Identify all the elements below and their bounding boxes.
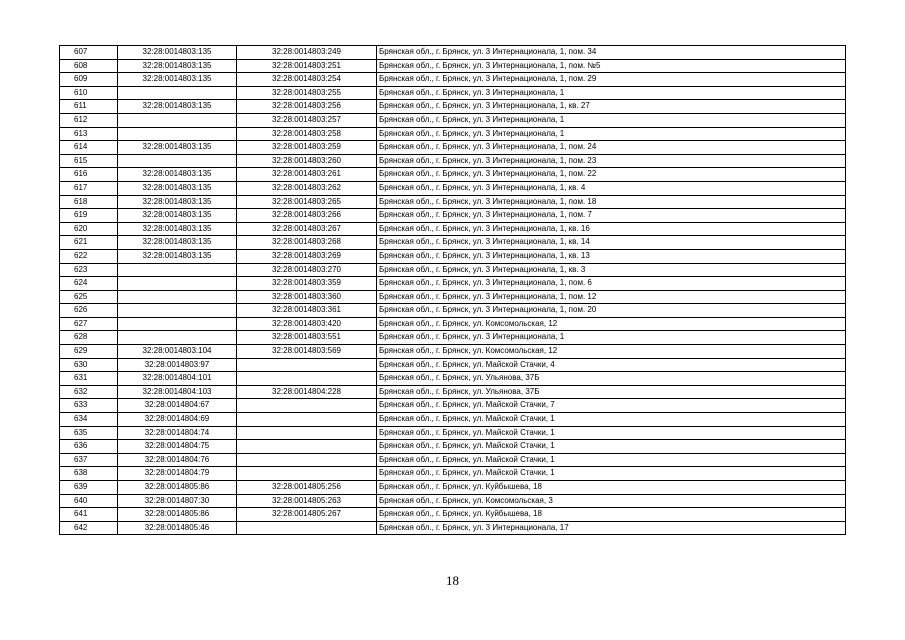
row-number-cell: 622 [60, 249, 118, 263]
address-cell: Брянская обл., г. Брянск, ул. 3 Интернационала, 1, пом. 7 [377, 209, 846, 223]
address-cell: Брянская обл., г. Брянск, ул. Майской Стачки, 1 [377, 453, 846, 467]
table-row [60, 494, 846, 508]
row-number-cell: 608 [60, 59, 118, 73]
cadastral-number-cell: 32:28:0014803:135 [118, 168, 237, 182]
cadastral-number-cell: 32:28:0014804:79 [118, 467, 237, 481]
row-number-cell: 630 [60, 358, 118, 372]
address-cell: Брянская обл., г. Брянск, ул. 3 Интернационала, 1, пом. 12 [377, 290, 846, 304]
row-number-cell: 618 [60, 195, 118, 209]
address-cell: Брянская обл., г. Брянск, ул. 3 Интернационала, 1, пом. 6 [377, 277, 846, 291]
table-row [60, 508, 846, 522]
cadastral-number-cell [118, 317, 237, 331]
table-row [60, 154, 846, 168]
table-row [60, 413, 846, 427]
object-cadastral-number-cell: 32:28:0014803:267 [237, 222, 377, 236]
address-cell: Брянская обл., г. Брянск, ул. 3 Интернационала, 1, кв. 16 [377, 222, 846, 236]
object-cadastral-number-cell [237, 453, 377, 467]
object-cadastral-number-cell: 32:28:0014803:268 [237, 236, 377, 250]
table-row [60, 521, 846, 535]
object-cadastral-number-cell: 32:28:0014803:258 [237, 127, 377, 141]
table-row [60, 59, 846, 73]
object-cadastral-number-cell [237, 521, 377, 535]
object-cadastral-number-cell: 32:28:0014803:255 [237, 86, 377, 100]
address-cell: Брянская обл., г. Брянск, ул. 3 Интернационала, 1 [377, 113, 846, 127]
cadastral-number-cell [118, 331, 237, 345]
address-cell: Брянская обл., г. Брянск, ул. Комсомольская, 3 [377, 494, 846, 508]
table-row [60, 385, 846, 399]
cadastral-number-cell [118, 127, 237, 141]
cadastral-number-cell: 32:28:0014804:101 [118, 372, 237, 386]
object-cadastral-number-cell: 32:28:0014803:261 [237, 168, 377, 182]
cadastral-number-cell: 32:28:0014803:135 [118, 141, 237, 155]
address-cell: Брянская обл., г. Брянск, ул. 3 Интернационала, 1, кв. 4 [377, 181, 846, 195]
table-row [60, 73, 846, 87]
address-cell: Брянская обл., г. Брянск, ул. Комсомольская, 12 [377, 317, 846, 331]
object-cadastral-number-cell: 32:28:0014803:260 [237, 154, 377, 168]
row-number-cell: 617 [60, 181, 118, 195]
address-cell: Брянская обл., г. Брянск, ул. Майской Стачки, 7 [377, 399, 846, 413]
address-cell: Брянская обл., г. Брянск, ул. Майской Стачки, 1 [377, 440, 846, 454]
table-row [60, 331, 846, 345]
cadastral-number-cell: 32:28:0014803:135 [118, 59, 237, 73]
row-number-cell: 633 [60, 399, 118, 413]
row-number-cell: 632 [60, 385, 118, 399]
row-number-cell: 628 [60, 331, 118, 345]
table-row [60, 453, 846, 467]
address-cell: Брянская обл., г. Брянск, ул. 3 Интернационала, 1, пом. №5 [377, 59, 846, 73]
table-row [60, 100, 846, 114]
table-row [60, 317, 846, 331]
address-cell: Брянская обл., г. Брянск, ул. 3 Интернационала, 1, пом. 18 [377, 195, 846, 209]
cadastral-number-cell: 32:28:0014803:135 [118, 209, 237, 223]
cadastral-number-cell [118, 154, 237, 168]
object-cadastral-number-cell: 32:28:0014803:251 [237, 59, 377, 73]
object-cadastral-number-cell: 32:28:0014804:228 [237, 385, 377, 399]
row-number-cell: 635 [60, 426, 118, 440]
cadastral-number-cell: 32:28:0014805:46 [118, 521, 237, 535]
row-number-cell: 627 [60, 317, 118, 331]
row-number-cell: 636 [60, 440, 118, 454]
table-row [60, 181, 846, 195]
page-number: 18 [446, 573, 459, 588]
table-row [60, 304, 846, 318]
cadastral-number-cell: 32:28:0014805:86 [118, 481, 237, 495]
row-number-cell: 640 [60, 494, 118, 508]
address-cell: Брянская обл., г. Брянск, ул. 3 Интернационала, 1, пом. 24 [377, 141, 846, 155]
object-cadastral-number-cell: 32:28:0014803:266 [237, 209, 377, 223]
object-cadastral-number-cell: 32:28:0014803:256 [237, 100, 377, 114]
address-cell: Брянская обл., г. Брянск, ул. 3 Интернационала, 17 [377, 521, 846, 535]
cadastral-number-cell: 32:28:0014803:97 [118, 358, 237, 372]
object-cadastral-number-cell: 32:28:0014803:249 [237, 46, 377, 60]
cadastral-number-cell: 32:28:0014805:86 [118, 508, 237, 522]
table-row [60, 358, 846, 372]
row-number-cell: 615 [60, 154, 118, 168]
cadastral-number-cell: 32:28:0014804:74 [118, 426, 237, 440]
address-cell: Брянская обл., г. Брянск, ул. 3 Интернационала, 1 [377, 331, 846, 345]
cadastral-number-cell: 32:28:0014804:67 [118, 399, 237, 413]
cadastral-number-cell: 32:28:0014803:135 [118, 73, 237, 87]
object-cadastral-number-cell: 32:28:0014803:360 [237, 290, 377, 304]
object-cadastral-number-cell: 32:28:0014803:259 [237, 141, 377, 155]
row-number-cell: 620 [60, 222, 118, 236]
object-cadastral-number-cell [237, 467, 377, 481]
table-row [60, 249, 846, 263]
cadastral-number-cell: 32:28:0014803:135 [118, 181, 237, 195]
address-cell: Брянская обл., г. Брянск, ул. 3 Интернационала, 1, пом. 20 [377, 304, 846, 318]
row-number-cell: 616 [60, 168, 118, 182]
table-row [60, 127, 846, 141]
cadastral-number-cell: 32:28:0014803:135 [118, 236, 237, 250]
cadastral-number-cell: 32:28:0014804:75 [118, 440, 237, 454]
row-number-cell: 625 [60, 290, 118, 304]
address-cell: Брянская обл., г. Брянск, ул. Майской Стачки, 1 [377, 413, 846, 427]
table-row [60, 236, 846, 250]
property-table [59, 45, 846, 535]
row-number-cell: 631 [60, 372, 118, 386]
cadastral-number-cell: 32:28:0014803:135 [118, 46, 237, 60]
object-cadastral-number-cell: 32:28:0014803:269 [237, 249, 377, 263]
address-cell: Брянская обл., г. Брянск, ул. 3 Интернационала, 1, кв. 13 [377, 249, 846, 263]
object-cadastral-number-cell: 32:28:0014803:361 [237, 304, 377, 318]
row-number-cell: 641 [60, 508, 118, 522]
cadastral-number-cell: 32:28:0014803:135 [118, 100, 237, 114]
address-cell: Брянская обл., г. Брянск, ул. Куйбышева, 18 [377, 508, 846, 522]
cadastral-number-cell: 32:28:0014807:30 [118, 494, 237, 508]
table-row [60, 195, 846, 209]
cadastral-number-cell [118, 277, 237, 291]
table-row [60, 290, 846, 304]
row-number-cell: 624 [60, 277, 118, 291]
address-cell: Брянская обл., г. Брянск, ул. Ульянова, 37Б [377, 385, 846, 399]
address-cell: Брянская обл., г. Брянск, ул. 3 Интернационала, 1, пом. 22 [377, 168, 846, 182]
cadastral-number-cell [118, 290, 237, 304]
cadastral-number-cell: 32:28:0014803:135 [118, 249, 237, 263]
row-number-cell: 609 [60, 73, 118, 87]
object-cadastral-number-cell: 32:28:0014803:420 [237, 317, 377, 331]
object-cadastral-number-cell [237, 426, 377, 440]
row-number-cell: 621 [60, 236, 118, 250]
cadastral-number-cell: 32:28:0014803:104 [118, 345, 237, 359]
row-number-cell: 612 [60, 113, 118, 127]
row-number-cell: 629 [60, 345, 118, 359]
cadastral-number-cell [118, 263, 237, 277]
table-row [60, 481, 846, 495]
object-cadastral-number-cell [237, 440, 377, 454]
address-cell: Брянская обл., г. Брянск, ул. Ульянова, 37Б [377, 372, 846, 386]
address-cell: Брянская обл., г. Брянск, ул. 3 Интернационала, 1, кв. 14 [377, 236, 846, 250]
cadastral-number-cell [118, 86, 237, 100]
address-cell: Брянская обл., г. Брянск, ул. Майской Стачки, 4 [377, 358, 846, 372]
table-row [60, 86, 846, 100]
cadastral-number-cell: 32:28:0014804:76 [118, 453, 237, 467]
object-cadastral-number-cell: 32:28:0014803:257 [237, 113, 377, 127]
row-number-cell: 610 [60, 86, 118, 100]
row-number-cell: 623 [60, 263, 118, 277]
address-cell: Брянская обл., г. Брянск, ул. 3 Интернационала, 1 [377, 127, 846, 141]
cadastral-number-cell: 32:28:0014803:135 [118, 222, 237, 236]
address-cell: Брянская обл., г. Брянск, ул. 3 Интернационала, 1 [377, 86, 846, 100]
table-body [60, 46, 846, 535]
table-row [60, 222, 846, 236]
address-cell: Брянская обл., г. Брянск, ул. Майской Стачки, 1 [377, 426, 846, 440]
row-number-cell: 626 [60, 304, 118, 318]
table-row [60, 372, 846, 386]
object-cadastral-number-cell [237, 372, 377, 386]
object-cadastral-number-cell: 32:28:0014803:262 [237, 181, 377, 195]
table-row [60, 209, 846, 223]
object-cadastral-number-cell: 32:28:0014803:254 [237, 73, 377, 87]
row-number-cell: 642 [60, 521, 118, 535]
cadastral-number-cell: 32:28:0014803:135 [118, 195, 237, 209]
cadastral-number-cell: 32:28:0014804:103 [118, 385, 237, 399]
address-cell: Брянская обл., г. Брянск, ул. 3 Интернационала, 1, пом. 29 [377, 73, 846, 87]
object-cadastral-number-cell: 32:28:0014803:270 [237, 263, 377, 277]
table-row [60, 426, 846, 440]
table-row [60, 399, 846, 413]
table-row [60, 168, 846, 182]
address-cell: Брянская обл., г. Брянск, ул. Куйбышева, 18 [377, 481, 846, 495]
object-cadastral-number-cell: 32:28:0014805:256 [237, 481, 377, 495]
address-cell: Брянская обл., г. Брянск, ул. 3 Интернационала, 1, кв. 3 [377, 263, 846, 277]
object-cadastral-number-cell: 32:28:0014803:359 [237, 277, 377, 291]
row-number-cell: 634 [60, 413, 118, 427]
object-cadastral-number-cell [237, 399, 377, 413]
object-cadastral-number-cell [237, 413, 377, 427]
object-cadastral-number-cell: 32:28:0014805:267 [237, 508, 377, 522]
object-cadastral-number-cell: 32:28:0014803:265 [237, 195, 377, 209]
row-number-cell: 611 [60, 100, 118, 114]
row-number-cell: 637 [60, 453, 118, 467]
row-number-cell: 607 [60, 46, 118, 60]
cadastral-number-cell [118, 304, 237, 318]
address-cell: Брянская обл., г. Брянск, ул. 3 Интернационала, 1, пом. 23 [377, 154, 846, 168]
row-number-cell: 619 [60, 209, 118, 223]
table-row [60, 141, 846, 155]
table-row [60, 113, 846, 127]
table-row [60, 46, 846, 60]
cadastral-number-cell: 32:28:0014804:69 [118, 413, 237, 427]
table-row [60, 440, 846, 454]
cadastral-number-cell [118, 113, 237, 127]
table-row [60, 467, 846, 481]
row-number-cell: 638 [60, 467, 118, 481]
object-cadastral-number-cell: 32:28:0014803:551 [237, 331, 377, 345]
address-cell: Брянская обл., г. Брянск, ул. 3 Интернационала, 1, пом. 34 [377, 46, 846, 60]
object-cadastral-number-cell: 32:28:0014803:569 [237, 345, 377, 359]
object-cadastral-number-cell: 32:28:0014805:263 [237, 494, 377, 508]
row-number-cell: 613 [60, 127, 118, 141]
address-cell: Брянская обл., г. Брянск, ул. 3 Интернационала, 1, кв. 27 [377, 100, 846, 114]
table-row [60, 345, 846, 359]
address-cell: Брянская обл., г. Брянск, ул. Комсомольская, 12 [377, 345, 846, 359]
table-row [60, 277, 846, 291]
address-cell: Брянская обл., г. Брянск, ул. Майской Стачки, 1 [377, 467, 846, 481]
row-number-cell: 639 [60, 481, 118, 495]
object-cadastral-number-cell [237, 358, 377, 372]
table-row [60, 263, 846, 277]
row-number-cell: 614 [60, 141, 118, 155]
